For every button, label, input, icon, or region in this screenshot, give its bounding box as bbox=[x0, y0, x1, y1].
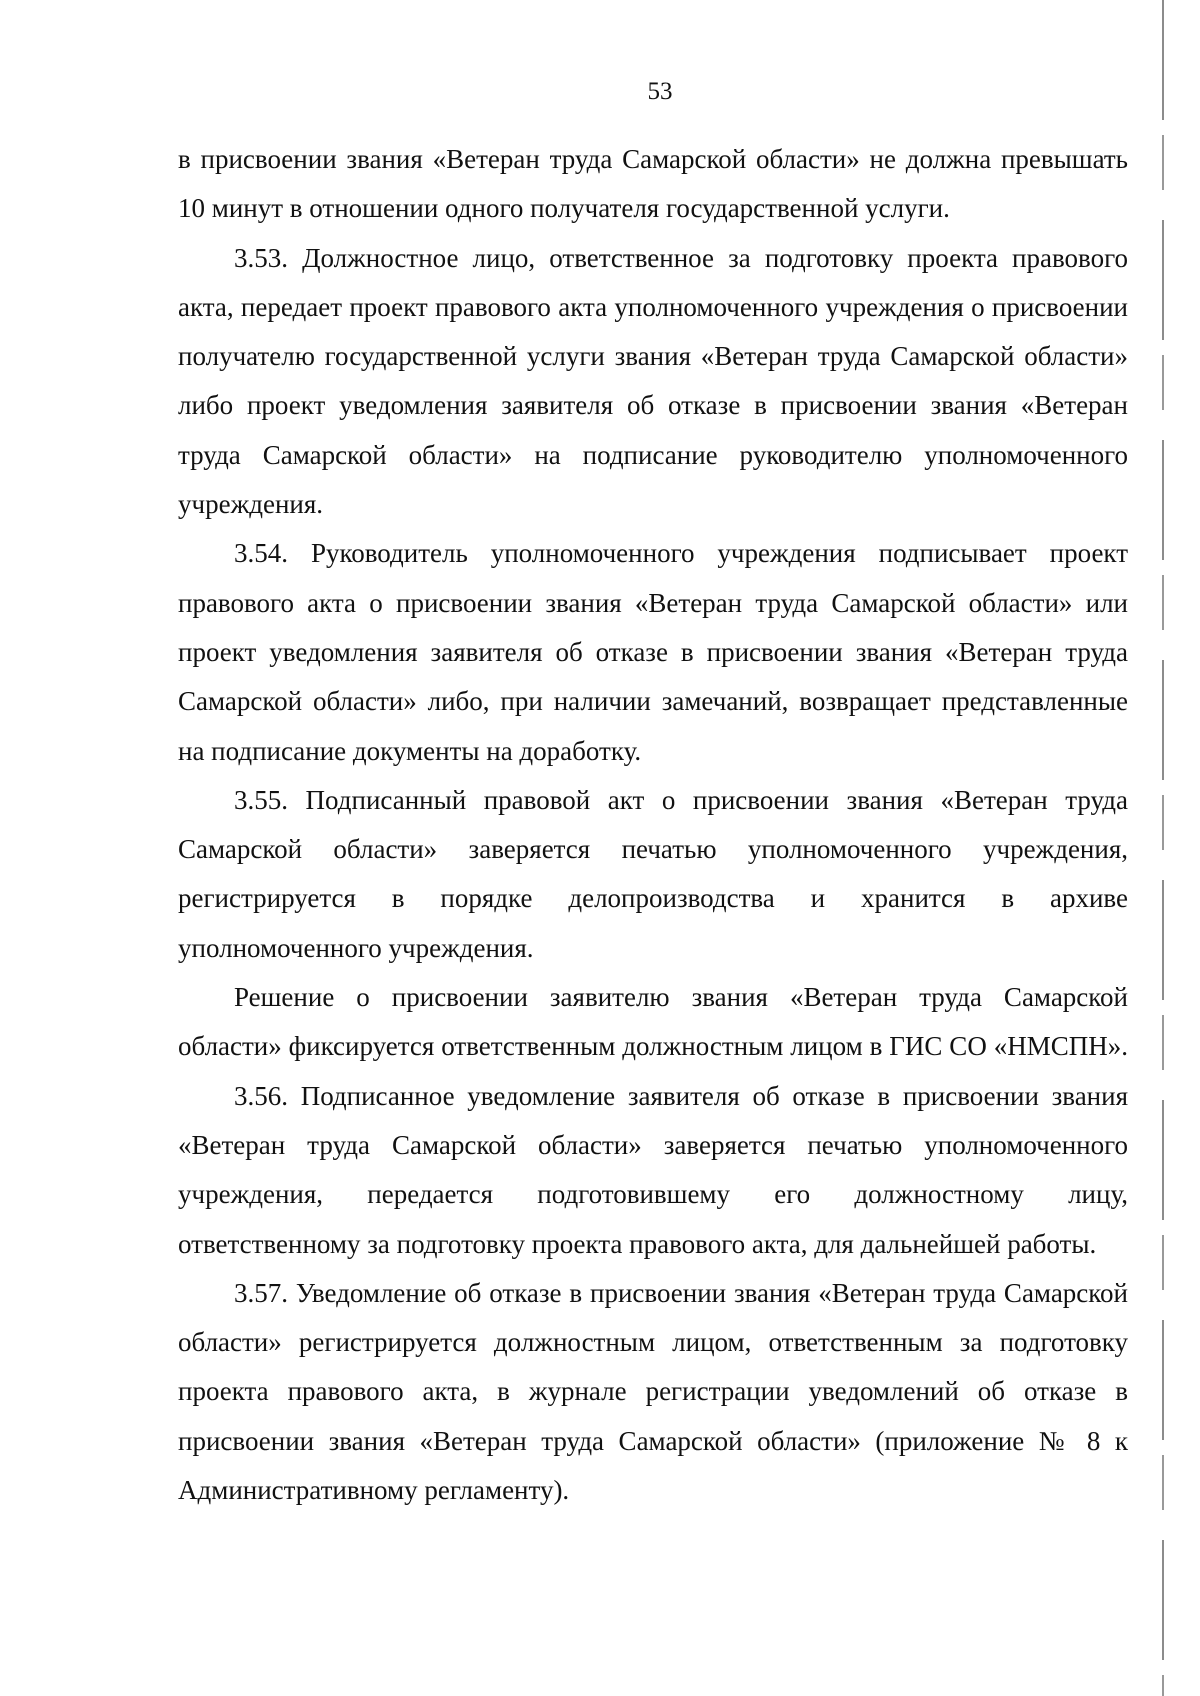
paragraph-3-57: 3.57. Уведомление об отказе в присвоении звания «Ветеран труда Самарской области» регистрируется должностным лицом, ответственным за подготовку проекта правового акта, в журнале регистрации уведомлений об отказе в присвоении звания «Ветеран труда Самарской области» (приложение № 8 к Административному регламенту). bbox=[178, 1277, 1128, 1506]
paragraph-3-56: 3.56. Подписанное уведомление заявителя об отказе в присвоении звания «Ветеран труда Самарской области» заверяется печатью уполномоченного учреждения, передается подготовившему его должностному лицу, ответственному за подготовку проекта правового акта, для дальнейшей работы. bbox=[178, 1080, 1128, 1259]
paragraph-continuation: в присвоении звания «Ветеран труда Самарской области» не должна превышать 10 минут в отношении одного получателя государственной услуги. bbox=[178, 144, 1128, 224]
paragraph-3-55: 3.55. Подписанный правовой акт о присвоении звания «Ветеран труда Самарской области» заверяется печатью уполномоченного учреждения, регистрируется в порядке делопроизводства и хранится в архиве уполномоченного учреждения. bbox=[178, 784, 1128, 963]
scan-edge-line bbox=[1162, 0, 1164, 1696]
paragraph-3-53: 3.53. Должностное лицо, ответственное за подготовку проекта правового акта, передает проект правового акта уполномоченного учреждения о присвоении получателю государственной услуги звания «Ветеран труда Самарской области» либо проект уведомления заявителя об отказе в присвоении звания «Ветеран труда Самарской области» на подписание руководителю уполномоченного учреждения. bbox=[178, 242, 1128, 520]
document-body bbox=[178, 135, 1128, 1515]
paragraph-decision: Решение о присвоении заявителю звания «Ветеран труда Самарской области» фиксируется ответственным должностным лицом в ГИС СО «НМСПН». bbox=[178, 982, 1128, 1062]
paragraph-3-54: 3.54. Руководитель уполномоченного учреждения подписывает проект правового акта о присвоении звания «Ветеран труда Самарской области» или проект уведомления заявителя об отказе в присвоении звания «Ветеран труда Самарской области» либо, при наличии замечаний, возвращает представленные на подписание документы на доработку. bbox=[178, 538, 1128, 766]
page-number: 53 bbox=[647, 78, 673, 105]
